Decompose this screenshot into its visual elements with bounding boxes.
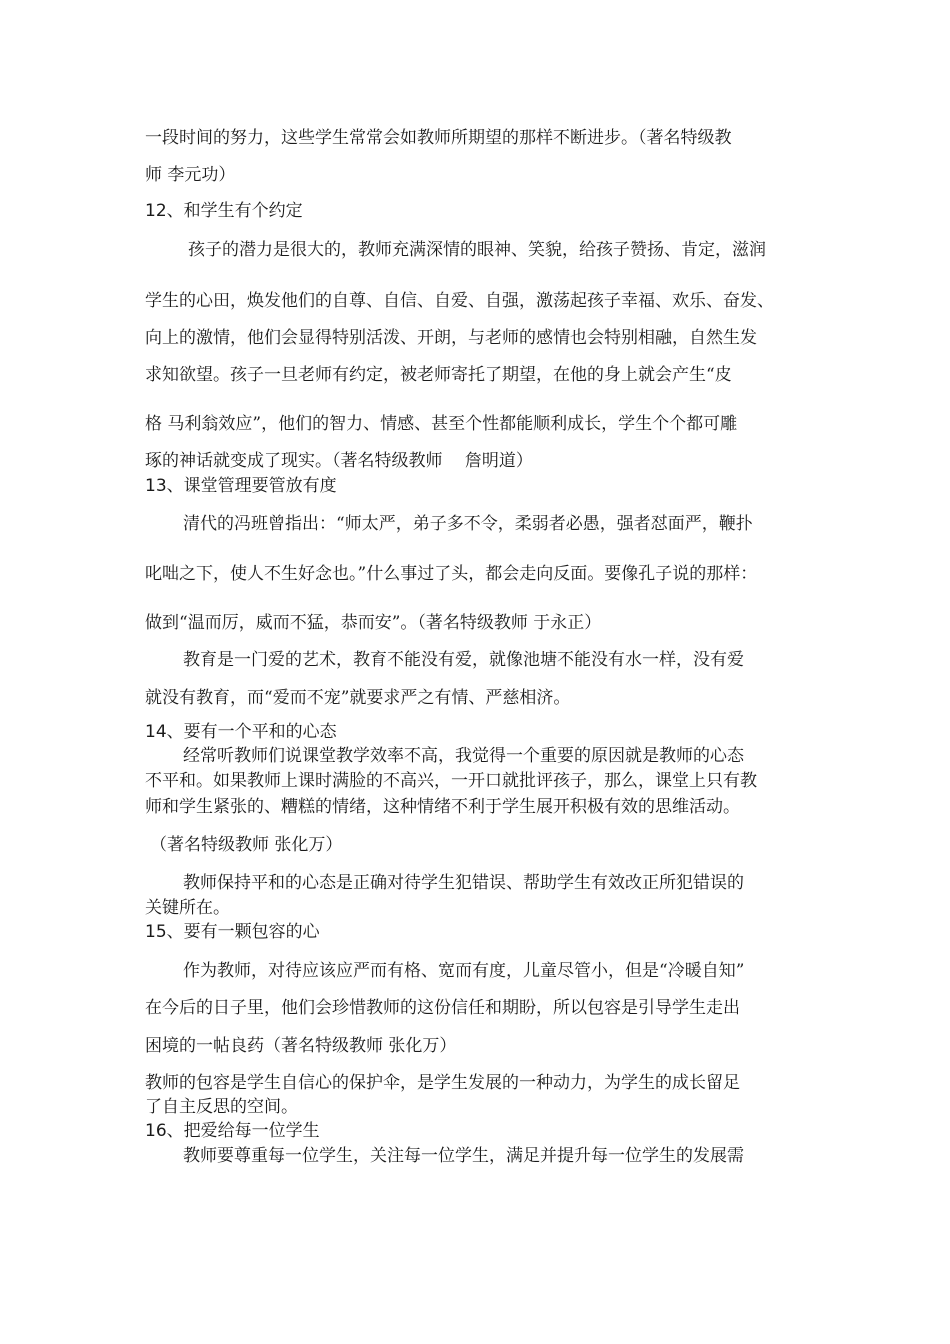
text-line: 清代的冯班曾指出：“师太严，弟子多不令，柔弱者必愚，强者怼面严，鞭扑 <box>183 514 753 534</box>
section-heading-15: 15、要有一颗包容的心 <box>145 922 320 942</box>
text-line: 学生的心田，焕发他们的自尊、自信、自爱、自强，激荡起孩子幸福、欢乐、奋发、 <box>145 291 774 311</box>
text-line: 孩子的潜力是很大的，教师充满深情的眼神、笑貌，给孩子赞扬、肯定，滋润 <box>188 240 766 260</box>
text-line: 一段时间的努力，这些学生常常会如教师所期望的那样不断进步。（著名特级教 <box>145 128 732 148</box>
text-line: 叱咄之下，使人不生好念也。”什么事过了头，都会走向反面。要像孔子说的那样： <box>145 564 758 584</box>
text-line: 就没有教育，而“爱而不宠”就要求严之有情、严慈相济。 <box>145 688 571 708</box>
text-line: 求知欲望。孩子一旦老师有约定，被老师寄托了期望，在他的身上就会产生“皮 <box>145 365 732 385</box>
text-line: 教育是一门爱的艺术，教育不能没有爱，就像池塘不能没有水一样，没有爱 <box>183 650 744 670</box>
text-line: 教师的包容是学生自信心的保护伞，是学生发展的一种动力，为学生的成长留足 <box>145 1073 740 1093</box>
text-line: 不平和。如果教师上课时满脸的不高兴，一开口就批评孩子，那么，课堂上只有教 <box>145 771 757 791</box>
text-line: （著名特级教师 张化万） <box>150 835 343 855</box>
text-line: 琢的神话就变成了现实。（著名特级教师 詹明道） <box>145 451 533 471</box>
text-line: 向上的激情，他们会显得特别活泼、开朗，与老师的感情也会特别相融，自然生发 <box>145 328 757 348</box>
section-heading-16: 16、把爱给每一位学生 <box>145 1121 320 1141</box>
section-heading-13: 13、课堂管理要管放有度 <box>145 476 337 496</box>
text-line: 教师要尊重每一位学生，关注每一位学生，满足并提升每一位学生的发展需 <box>183 1146 744 1166</box>
text-line: 师和学生紧张的、糟糕的情绪，这种情绪不利于学生展开积极有效的思维活动。 <box>145 797 740 817</box>
text-line: 困境的一帖良药（著名特级教师 张化万） <box>145 1036 457 1056</box>
text-line: 师 李元功） <box>145 165 236 185</box>
text-line: 教师保持平和的心态是正确对待学生犯错误、帮助学生有效改正所犯错误的 <box>183 873 744 893</box>
text-line: 做到“温而厉，威而不猛，恭而安”。（著名特级教师 于永正） <box>145 613 602 633</box>
text-line: 了自主反思的空间。 <box>145 1097 298 1117</box>
text-line: 在今后的日子里，他们会珍惜教师的这份信任和期盼，所以包容是引导学生走出 <box>145 998 740 1018</box>
text-line: 经常听教师们说课堂教学效率不高，我觉得一个重要的原因就是教师的心态 <box>183 746 744 766</box>
text-line: 格 马利翁效应”，他们的智力、情感、甚至个性都能顺利成长，学生个个都可雕 <box>145 414 738 434</box>
text-line: 关键所在。 <box>145 898 230 918</box>
section-heading-14: 14、要有一个平和的心态 <box>145 722 337 742</box>
text-line: 作为教师，对待应该应严而有格、宽而有度，儿童尽管小，但是“冷暖自知” <box>183 961 745 981</box>
section-heading-12: 12、和学生有个约定 <box>145 201 303 221</box>
